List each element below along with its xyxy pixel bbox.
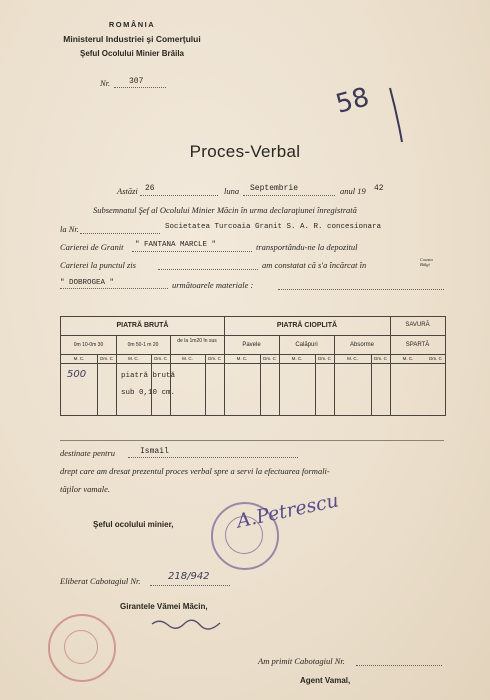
mc-label: M. C. — [291, 356, 303, 361]
table-vline — [97, 354, 98, 415]
subheader: Calăpuri — [295, 342, 318, 348]
day-value: 26 — [145, 184, 155, 193]
dm-label: Dm. C — [429, 356, 442, 361]
materials-line — [278, 289, 444, 290]
body-line1: Subsemnatul Şef al Ocolului Minier Măcin în urma declaraţiunei înregistrată — [93, 205, 357, 215]
body-line4a: Carierei la punctul zis — [60, 260, 136, 270]
mc-label: M. C. — [347, 356, 358, 361]
dm-label: Dm. C — [263, 356, 276, 361]
destination-value: Ismail — [140, 447, 169, 456]
mc-label: M. C. — [128, 356, 139, 361]
day-line — [140, 195, 218, 196]
materials-table — [60, 316, 446, 416]
entry-quantity: 500 — [67, 369, 87, 380]
table-vline — [390, 317, 391, 415]
dm-label: Dm. C — [154, 356, 167, 361]
group-piatra-cioplita: PIATRĂ CIOPLITĂ — [276, 322, 338, 329]
margin-note: 58 — [332, 82, 373, 120]
mc-label: M. C. — [236, 356, 248, 361]
header-ministry: Ministerul Industriei şi Comerţului — [63, 34, 201, 44]
nr-line — [114, 87, 166, 88]
body-line3b: transportându-ne la depozitul — [256, 242, 358, 252]
girant-label: Girantele Vămei Măcin, — [120, 602, 208, 611]
entry-line1: piatră brută — [121, 372, 176, 380]
body-line4c: Coasta Bălgi — [420, 257, 433, 267]
luna-label: luna — [224, 186, 240, 196]
entry-line2: sub 0,10 cm. — [121, 389, 176, 397]
chief-signature: A.Petrescu — [234, 489, 341, 533]
closing-line1: drept care am dresat prezentul proces verbal spre a servi la efectuarea formali- — [60, 466, 330, 476]
table-vline — [151, 354, 152, 415]
astazi-label: Astăzi — [117, 186, 138, 196]
dm-label: Dm. C — [318, 356, 331, 361]
primit-label: Am primit Cabotagiul Nr. — [258, 656, 345, 666]
subheader: 0m 10-0m 30 — [73, 342, 104, 348]
subheader: Pavele — [242, 342, 261, 348]
month-line — [243, 195, 335, 196]
nr-label: Nr. — [100, 78, 111, 88]
table-hline — [61, 354, 445, 355]
table-vline — [224, 317, 225, 415]
table-hline — [61, 363, 445, 364]
mc-label: M. C. — [182, 356, 193, 361]
la-nr-line — [80, 233, 160, 234]
destination-label: destinate pentru — [60, 448, 116, 458]
ship-name: " DOBROGEA " — [60, 279, 115, 287]
quarry-line — [132, 251, 252, 252]
girant-signature — [150, 616, 222, 630]
destination-line — [128, 457, 298, 458]
table-vline — [371, 354, 372, 415]
body-line2: Societatea Turcoaia Granit S. A. R. concesionara — [165, 223, 382, 231]
dm-label: Dm. C — [208, 356, 221, 361]
quarry-name: " FANTANA MARCLE " — [135, 241, 217, 249]
body-line5: următoarele materiale : — [172, 280, 254, 290]
cabotaj-number: 218/942 — [168, 571, 210, 582]
cabotaj-line — [150, 585, 230, 586]
closing-line2: tăţilor vamale. — [60, 484, 111, 494]
group-savura: SAVURĂ — [405, 322, 430, 328]
subheader: 0m 50-1 m 20 — [127, 342, 159, 348]
pencil-stroke — [388, 86, 406, 144]
point-line — [158, 269, 258, 270]
group-piatra-bruta: PIATRĂ BRUTĂ — [116, 322, 169, 329]
customs-stamp — [48, 614, 116, 682]
mc-label: M. C. — [402, 356, 414, 361]
dm-label: Dm. C — [100, 356, 113, 361]
primit-line — [356, 665, 442, 666]
anul-label: anul 19 — [340, 186, 366, 196]
table-vline — [260, 354, 261, 415]
stamp-inner-ring — [64, 630, 98, 664]
year-value: 42 — [374, 184, 384, 193]
eliberat-label: Eliberat Cabotagiul Nr. — [60, 576, 141, 586]
ship-line — [60, 288, 168, 289]
chief-label: Şeful ocolului minier, — [93, 520, 174, 529]
table-vline — [205, 354, 206, 415]
table-vline — [315, 354, 316, 415]
header-country: ROMÂNIA — [108, 20, 156, 29]
agent-label: Agent Vamal, — [300, 676, 351, 685]
subheader: SPARTĂ — [405, 342, 430, 348]
separator-line — [60, 440, 444, 441]
subheader: Absorme — [349, 342, 374, 348]
page-title: Proces-Verbal — [189, 142, 301, 161]
nr-value: 307 — [129, 77, 144, 86]
header-office: Şeful Ocolului Minier Brăila — [79, 49, 185, 58]
table-hline — [61, 335, 445, 336]
body-line4b: am constatat că s'a încărcat în — [262, 260, 367, 270]
la-nr-label: la Nr. — [60, 224, 79, 234]
subheader: de la 1m20 în sus — [177, 338, 217, 344]
month-value: Septembrie — [250, 184, 299, 193]
dm-label: Dm. C — [374, 356, 387, 361]
body-line3a: Carierei de Granit — [60, 242, 124, 252]
mc-label: M. C. — [73, 356, 85, 361]
